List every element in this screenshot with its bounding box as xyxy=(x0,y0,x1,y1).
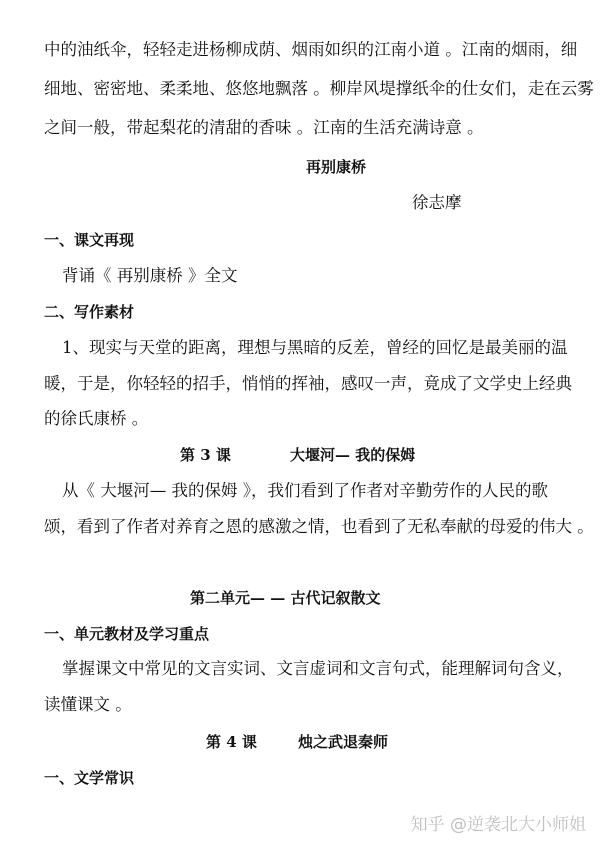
paragraph-2-line-2: 暖，于是，你轻轻的招手，悄悄的挥袖，感叹一声，竟成了文学史上经典 xyxy=(44,374,572,393)
paragraph-1-line-3: 之间一般，带起梨花的清甜的香味 。江南的生活充满诗意 。 xyxy=(44,118,484,137)
paragraph-3-line-2: 颂，看到了作者对养育之恩的感激之情，也看到了无私奉献的母爱的伟大 。 xyxy=(44,517,594,536)
watermark: 知乎 @逆袭北大小师姐 xyxy=(410,815,586,835)
paragraph-4-line-2: 读懂课文 。 xyxy=(44,695,132,714)
paragraph-1-line-1: 中的油纸伞，轻轻走进杨柳成荫、烟雨如织的江南小道 。江南的烟雨，细 xyxy=(44,40,578,59)
lesson-4-title: 烛之武退秦师 xyxy=(298,733,389,751)
lesson-3-number: 第 3 课 xyxy=(180,446,231,464)
section-1-body: 背诵《 再别康桥 》全文 xyxy=(62,266,238,285)
section-lit-heading: 一、文学常识 xyxy=(44,769,135,787)
poem-author: 徐志摩 xyxy=(412,193,462,212)
section-1-heading: 一、课文再现 xyxy=(44,231,135,249)
lesson-4-number: 第 4 课 xyxy=(206,733,257,751)
poem-title: 再别康桥 xyxy=(306,158,367,176)
paragraph-4-line-1: 掌握课文中常见的文言实词、文言虚词和文言句式，能理解词句含义， xyxy=(62,659,574,678)
section-2-heading: 二、写作素材 xyxy=(44,303,135,321)
paragraph-3-line-1: 从《 大堰河— 我的保姆 》，我们看到了作者对辛勤劳作的人民的歌 xyxy=(62,481,548,500)
paragraph-1-line-2: 细地、密密地、柔柔地、悠悠地飘落 。柳岸风堤撑纸伞的仕女们，走在云雾 xyxy=(44,79,594,98)
unit-2-title: 第二单元— — 古代记叙散文 xyxy=(190,589,381,607)
paragraph-2-line-3: 的徐氏康桥 。 xyxy=(44,409,149,428)
lesson-3-title: 大堰河— 我的保姆 xyxy=(290,446,416,464)
paragraph-2-line-1: 1、现实与天堂的距离，理想与黑暗的反差，曾经的回忆是最美丽的温 xyxy=(62,338,568,357)
section-unit-heading: 一、单元教材及学习重点 xyxy=(44,625,210,643)
